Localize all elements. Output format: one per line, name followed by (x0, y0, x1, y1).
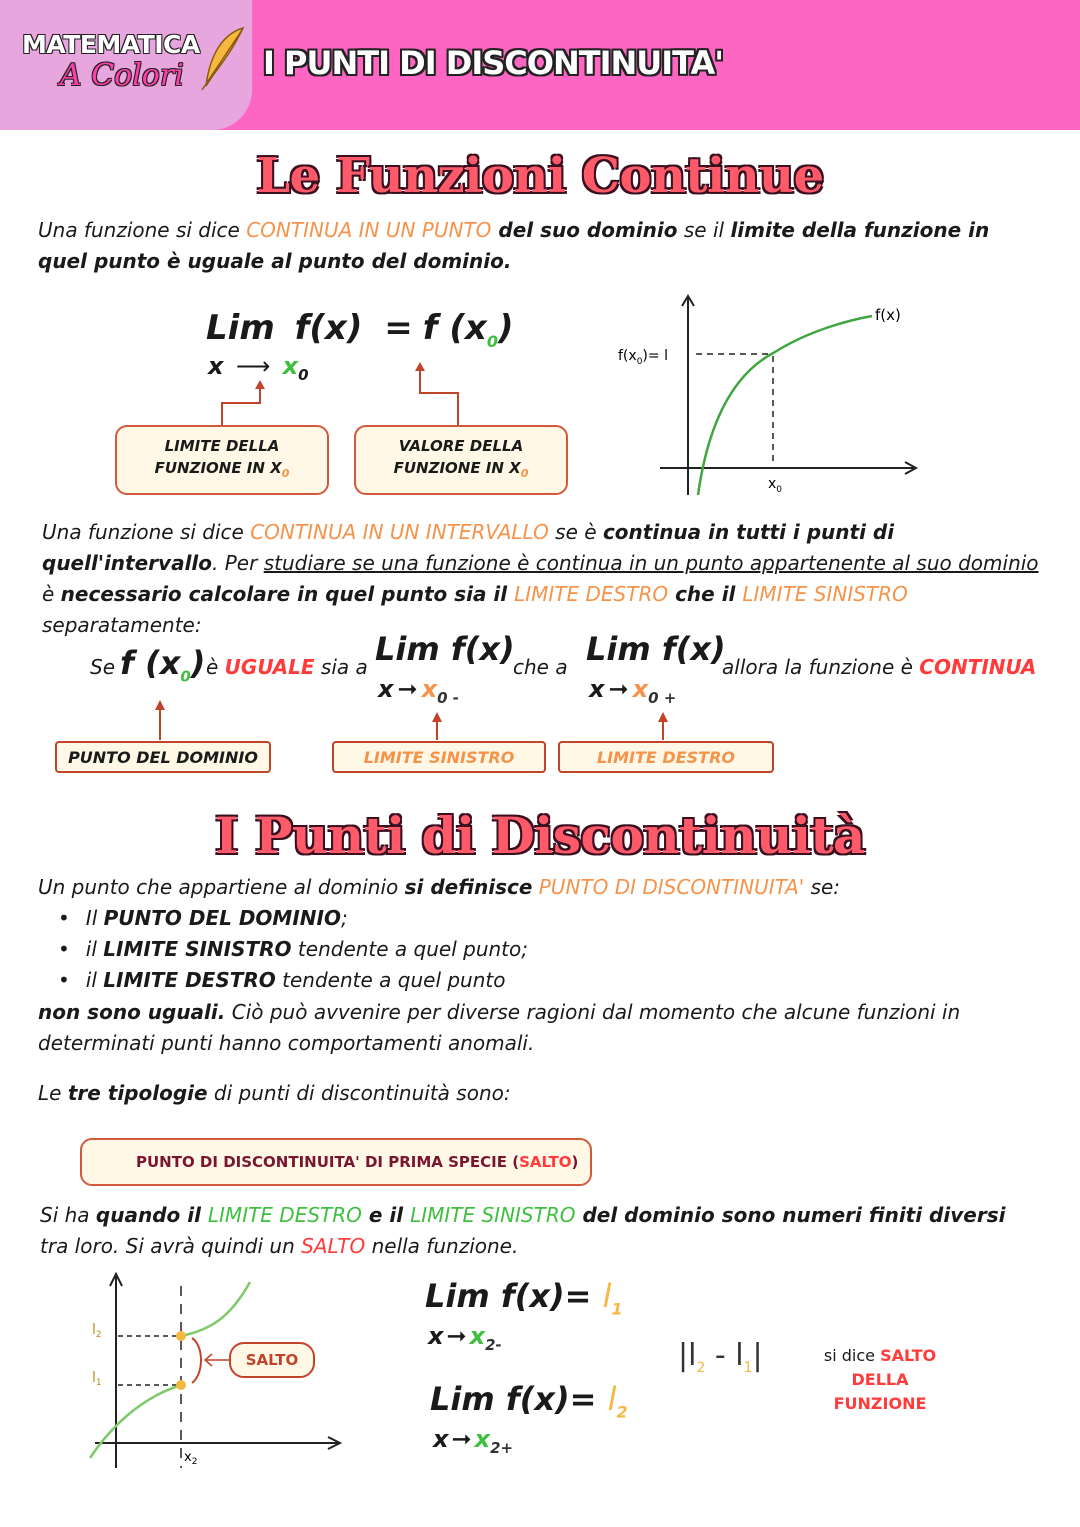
subscript: 0 (520, 467, 529, 480)
text: se è (548, 520, 603, 544)
x-var: x (589, 675, 605, 703)
condition-arrows (150, 698, 690, 742)
box-right-limit: LIMITE DESTRO (558, 741, 774, 773)
l1-label: $l_1$ (92, 1370, 102, 1388)
logo-top-text: MATEMATICA (22, 30, 200, 59)
fx0-text: f (x (422, 308, 487, 348)
x-var: x (208, 352, 224, 380)
subscript: 0 (486, 331, 498, 351)
x0-var: x (421, 675, 438, 703)
condition-fx0 (120, 644, 205, 685)
box-limit-function (115, 425, 329, 495)
jump-graph (80, 1268, 370, 1478)
box-line: LIMITE DELLA (164, 437, 280, 455)
left-limit-under: x ➞ $x_{0 -}$ (378, 675, 459, 707)
list-item: • il LIMITE DESTRO tendente a quel punto (58, 965, 528, 996)
left-limit-l1: Lim $f(x)= l_1$ (425, 1277, 623, 1319)
condition-allora (722, 652, 1036, 683)
curve-label: f(x) (875, 306, 901, 324)
text: sia a (314, 655, 368, 679)
paren: ) (498, 308, 514, 348)
continuity-intro (38, 215, 1038, 277)
text-bold: si definisce (404, 875, 533, 899)
jump-definition: si dice SALTO DELLA FUNZIONE (823, 1346, 937, 1413)
formula-connectors (210, 355, 470, 430)
fx-text: f(x) (450, 630, 515, 668)
text: allora la funzione è (722, 655, 920, 679)
condition-uguale (206, 652, 368, 683)
subscript: 0 - (437, 688, 459, 707)
jump-expression: $|l_2 - l_1|$ (678, 1338, 763, 1376)
conditions-list (58, 903, 528, 996)
text-bold: limite della funzione in quel punto è uguale al punto del dominio. (38, 218, 990, 273)
box-first-species: PUNTO DI DISCONTINUITA' DI PRIMA SPECIE ( SALTO ) (80, 1138, 592, 1186)
left-limit-formula (375, 630, 515, 668)
box-left-limit: LIMITE SINISTRO (332, 741, 546, 773)
lim-text: Lim (206, 308, 275, 348)
text: . Per (212, 551, 264, 575)
fx-text: f(x) (294, 308, 363, 348)
logo-bottom-text: A Colori (60, 58, 184, 93)
subscript: 0 (180, 667, 191, 686)
anomaly-paragraph (38, 997, 1038, 1059)
text: è (206, 655, 225, 679)
text-highlight: PUNTO DI DISCONTINUITA' (538, 875, 805, 899)
y-axis-label: $f(x_0)= l$ (618, 348, 668, 367)
box-line: FUNZIONE IN X (154, 459, 282, 477)
list-item: • Il PUNTO DEL DOMINIO; (58, 903, 528, 934)
right-limit-l2: Lim $f(x)= l_2$ (430, 1380, 628, 1422)
x0-var: x (282, 352, 299, 380)
continuity-graph (610, 290, 930, 505)
l2-label: $l_2$ (92, 1322, 102, 1340)
text-highlight: LIMITE SINISTRO (742, 582, 908, 606)
paren: ) (190, 644, 206, 682)
box-domain-point: PUNTO DEL DOMINIO (55, 741, 271, 773)
text-highlight: LIMITE DESTRO (514, 582, 669, 606)
text: Una funzione si dice (42, 520, 251, 544)
x-axis-label: $x_0$ (768, 476, 783, 495)
section-title-discontinuity: I Punti di Discontinuità (215, 806, 865, 865)
limit-formula (206, 308, 514, 351)
types-paragraph: Le tre tipologie di punti di discontinuità sono: (38, 1081, 511, 1105)
feather-icon (198, 24, 248, 94)
condition-che: che a (513, 655, 568, 679)
jump-label: SALTO (245, 1351, 299, 1369)
text-bold: continua in tutti i punti di quell'intervallo (42, 520, 895, 575)
text: è (42, 582, 61, 606)
interval-paragraph (42, 517, 1042, 641)
left-limit-l1-under: x ➞ $x_{2-}$ (428, 1322, 502, 1354)
lim-text: Lim (586, 630, 651, 668)
logo (0, 0, 252, 130)
text-bold: necessario calcolare in quel punto sia il (60, 582, 515, 606)
condition-se: Se (90, 655, 115, 679)
text-bold: non sono uguali. (38, 1000, 226, 1024)
text-red: CONTINUA (919, 655, 1037, 679)
text-highlight: CONTINUA IN UN PUNTO (246, 218, 492, 242)
text-red: UGUALE (224, 655, 315, 679)
discontinuity-intro (38, 872, 1038, 903)
right-limit-formula (586, 630, 726, 668)
x2-label: $x_2$ (184, 1450, 198, 1467)
text: separatamente: (42, 613, 202, 637)
list-item: • il LIMITE SINISTRO tendente a quel punto; (58, 934, 528, 965)
header-title: I PUNTI DI DISCONTINUITA' (263, 44, 724, 82)
text-bold: del suo dominio (491, 218, 678, 242)
lim-text: Lim (375, 630, 440, 668)
box-value-function (354, 425, 568, 495)
text: Una funzione si dice (38, 218, 247, 242)
subscript: 0 (281, 467, 290, 480)
fx0-text: f (x (120, 644, 181, 682)
text-highlight: CONTINUA IN UN INTERVALLO (250, 520, 549, 544)
right-limit-l2-under: x ➞ $x_{2+}$ (433, 1425, 514, 1457)
text-bold: che il (668, 582, 743, 606)
box-line: FUNZIONE IN X (393, 459, 521, 477)
text: se il (677, 218, 731, 242)
text: Un punto che appartiene al dominio (38, 875, 405, 899)
text: Ciò può avvenire per diverse ragioni dal momento che alcune funzioni in determinati punti hanno comportamenti anomali. (38, 1000, 961, 1055)
first-species-description: Si ha quando il LIMITE DESTRO e il LIMITE SINISTRO del dominio sono numeri finiti diversi tra loro. Si avrà quindi un SALTO nella funzione. (40, 1203, 1006, 1258)
section-title-continue: Le Funzioni Continue (256, 148, 824, 204)
x0-var: x (632, 675, 649, 703)
limit-under: x ⟶ $x_0$ (208, 352, 309, 384)
x-var: x (378, 675, 394, 703)
text: se: (804, 875, 841, 899)
right-limit-under: x ➞ $x_{0 +}$ (589, 675, 677, 707)
equals-sign: = (384, 308, 413, 348)
subscript: 0 + (648, 688, 677, 707)
subscript: 0 (298, 365, 309, 384)
fx-text: f(x) (661, 630, 726, 668)
text-underline: studiare se una funzione è continua in un punto appartenente al suo dominio (263, 551, 1039, 575)
box-line: VALORE DELLA (398, 437, 524, 455)
